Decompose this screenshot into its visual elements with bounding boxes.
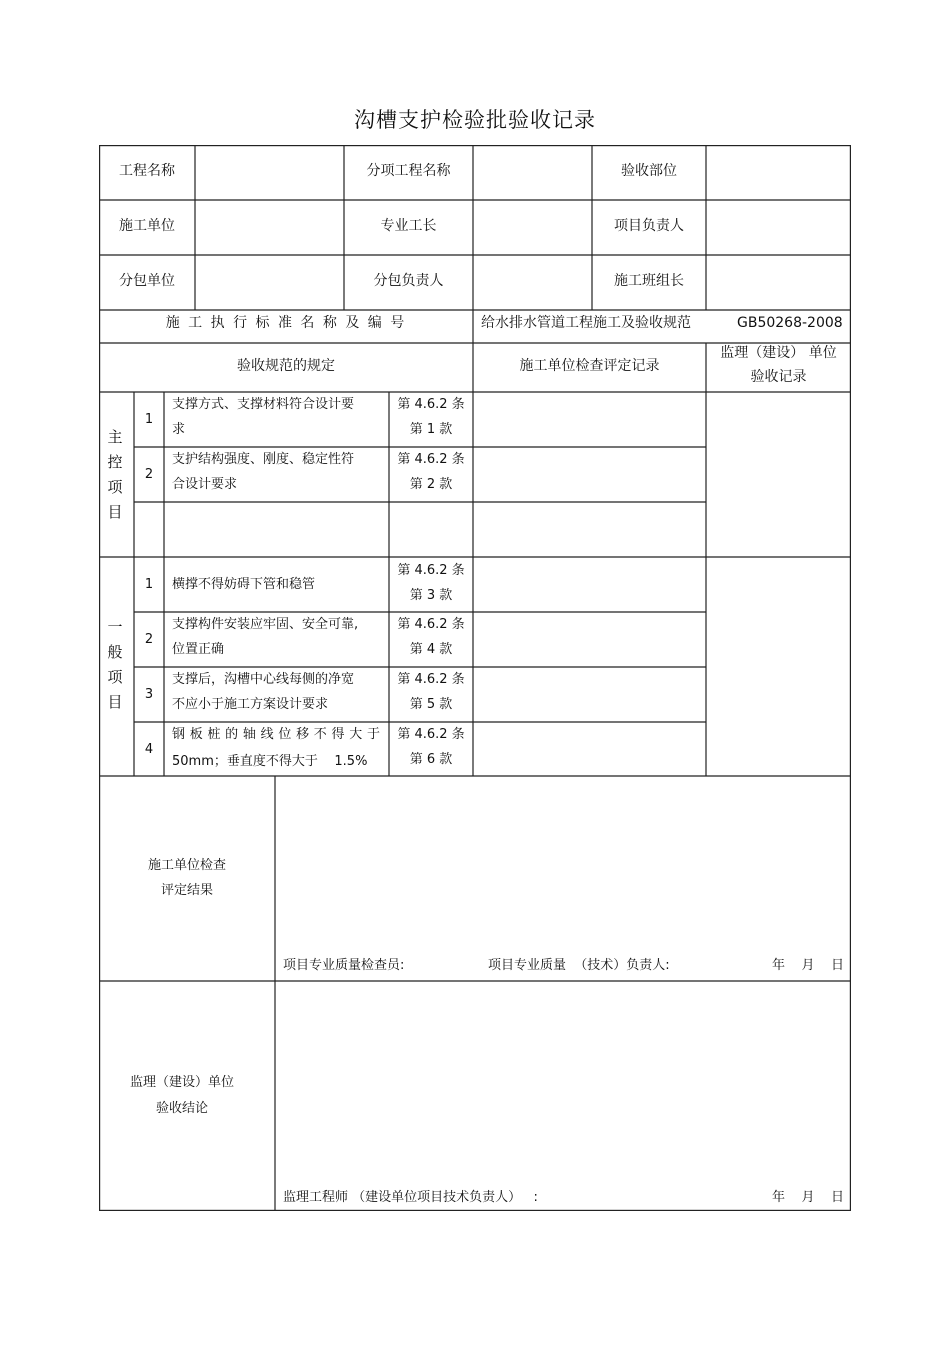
general-item-2-text-line1: 支撑构件安装应牢固、安全可靠, [172, 617, 359, 632]
general-item-1-clause-line2: 第 3 款 [409, 588, 453, 603]
general-item-2-text-line2: 位置正确 [172, 642, 225, 657]
general-item-3-text-line2: 不应小于施工方案设计要求 [172, 697, 329, 712]
main-item-2-clause-line1: 第 4.6.2 条 [397, 452, 465, 467]
sub-project-label: 分项工程名称 [366, 163, 451, 179]
acceptance-part-label: 验收部位 [621, 163, 677, 179]
general-item-3-no: 3 [144, 687, 154, 702]
construction-result-date: 年 月 日 [772, 958, 845, 973]
quality-tech-lead-signature: 项目专业质量 （技术）负责人: [488, 958, 670, 973]
general-items-label: 一 般 项 目 [107, 618, 123, 711]
supervision-conclusion-date: 年 月 日 [772, 1190, 845, 1205]
acceptance-record-form [99, 145, 851, 1211]
general-item-4-text-line1: 钢板桩的轴线位移不得大于 [172, 727, 380, 742]
main-items-label: 主 控 项 目 [107, 428, 123, 521]
general-item-4-clause-line2: 第 6 款 [409, 752, 453, 767]
general-item-4-clause-line1: 第 4.6.2 条 [397, 727, 465, 742]
standard-label: 施 工 执 行 标 准 名 称 及 编 号 [165, 315, 407, 331]
supervision-engineer-signature: 监理工程师 （建设单位项目技术负责人） : [283, 1190, 538, 1205]
supervision-record-header-line2: 验收记录 [750, 369, 807, 385]
subcontract-manager-label: 分包负责人 [373, 273, 444, 289]
general-item-2-no: 2 [144, 632, 154, 647]
general-item-3-text-line1: 支撑后，沟槽中心线每侧的净宽 [172, 672, 355, 687]
general-item-1-text-line1: 横撑不得妨碍下管和稳管 [172, 577, 316, 592]
main-item-2-clause-line2: 第 2 款 [409, 477, 453, 492]
general-item-2-clause-line2: 第 4 款 [409, 642, 453, 657]
construction-record-column-header: 施工单位检查评定记录 [519, 358, 660, 374]
general-item-1-no: 1 [144, 577, 154, 592]
team-leader-label: 施工班组长 [614, 273, 684, 289]
quality-inspector-signature: 项目专业质量检查员: [283, 958, 405, 973]
general-item-1-clause-line1: 第 4.6.2 条 [397, 563, 465, 578]
page-title: 沟槽支护检验批验收记录 [354, 108, 596, 132]
main-item-2-text-line1: 支护结构强度、刚度、稳定性符 [172, 452, 355, 467]
construction-unit-label: 施工单位 [119, 218, 175, 234]
general-item-2-clause-line1: 第 4.6.2 条 [397, 617, 465, 632]
main-item-1-clause-line2: 第 1 款 [409, 422, 453, 437]
general-item-3-clause-line2: 第 5 款 [409, 697, 453, 712]
general-item-3-clause-line1: 第 4.6.2 条 [397, 672, 465, 687]
subcontractor-label: 分包单位 [119, 273, 175, 289]
supervision-conclusion-label-line1: 监理（建设）单位 [129, 1075, 234, 1090]
supervision-record-header-line1: 监理（建设） 单位 [720, 345, 837, 361]
project-name-label: 工程名称 [119, 163, 175, 179]
main-item-2-text-line2: 合设计要求 [172, 477, 238, 492]
standard-name: 给水排水管道工程施工及验收规范 [481, 315, 691, 331]
main-item-1-no: 1 [144, 412, 154, 427]
construction-result-label-line1: 施工单位检查 [147, 858, 226, 873]
project-manager-label: 项目负责人 [614, 218, 684, 234]
general-item-4-no: 4 [144, 742, 154, 757]
spec-column-header: 验收规范的规定 [237, 358, 335, 374]
main-item-1-text-line2: 求 [172, 422, 186, 437]
general-item-4-text-line2: 50mm；垂直度不得大于 1.5% [172, 754, 368, 769]
main-item-2-no: 2 [144, 467, 154, 482]
main-item-1-text-line1: 支撑方式、支撑材料符合设计要 [172, 397, 355, 412]
foreman-label: 专业工长 [380, 218, 437, 234]
supervision-conclusion-label-line2: 验收结论 [155, 1101, 208, 1116]
main-item-1-clause-line1: 第 4.6.2 条 [397, 397, 465, 412]
standard-code: GB50268-2008 [737, 315, 843, 331]
construction-result-label-line2: 评定结果 [160, 883, 213, 898]
